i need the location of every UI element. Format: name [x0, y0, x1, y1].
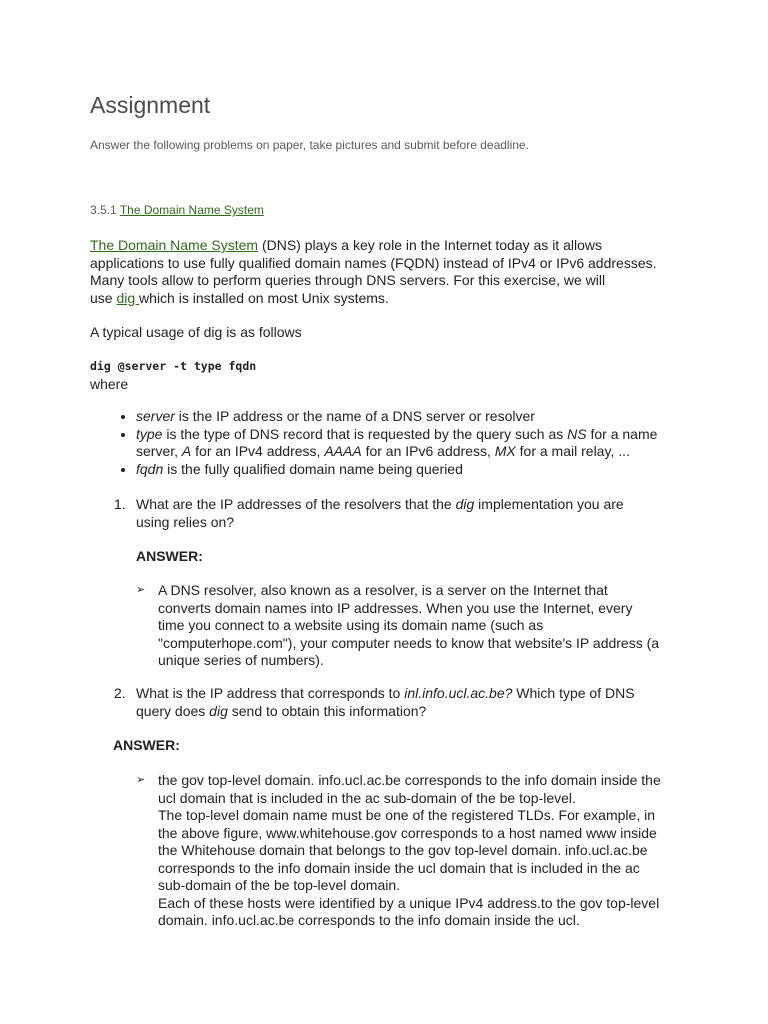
list-item: • fqdn is the fully qualified domain name being queried	[136, 461, 736, 479]
answer-line: the above figure, www.whitehouse.gov corresponds to a host named www inside	[158, 824, 657, 841]
code-sample: dig @server -t type fqdn	[90, 359, 257, 373]
answer-line: time you connect to a website using its domain name (such as	[158, 617, 544, 633]
question-text: What are the IP addresses of the resolvers that the dig implementation you are using relies on?	[136, 496, 624, 530]
section-link[interactable]: The Domain Name System	[119, 203, 264, 217]
section-heading	[90, 203, 264, 217]
arrow-bullet-icon: ➢	[136, 584, 146, 596]
section-number: 3.5.1	[90, 203, 117, 217]
answer-line: Each of these hosts were identified by a unique IPv4 address.to the gov top-level	[158, 894, 660, 911]
answer-line: domain. info.ucl.ac.be corresponds to the info domain inside the ucl.	[158, 912, 580, 928]
answer-label: ANSWER:	[113, 737, 180, 753]
arrow-bullet-icon: ➢	[136, 774, 146, 786]
answer-text	[158, 582, 678, 670]
answer-label: ANSWER:	[136, 548, 203, 564]
answer-line: converts domain names into IP addresses. When you use the Internet, every	[158, 599, 633, 616]
answer-line: The top-level domain name must be one of the registered TLDs. For example, in	[158, 807, 655, 823]
page-title: Assignment	[90, 92, 211, 118]
parameter-list	[90, 408, 736, 478]
answer-line: the gov top-level domain. info.ucl.ac.be corresponds to the info domain inside the	[158, 772, 661, 788]
answer-line: unique series of numbers).	[158, 652, 324, 668]
dns-link[interactable]: The Domain Name System	[90, 237, 259, 253]
list-item: • type is the type of DNS record that is requested by the query such as NS for a name server, A for an IPv4 address, AAAA for an IPv6 address, MX for a mail relay, ...	[136, 426, 736, 461]
answer-text	[158, 772, 678, 930]
answer-line: ucl domain that is included in the ac sub-domain of the be top-level.	[158, 789, 576, 806]
answer-line: "computerhope.com"), your computer needs to know that website's IP address (a	[158, 634, 660, 651]
question-number: 1.	[114, 496, 126, 512]
answer-line: A DNS resolver, also known as a resolver, is a server on the Internet that	[158, 582, 608, 598]
dns-intro-paragraph: The Domain Name System (DNS) plays a key role in the Internet today as it allows applications to use fully qualified domain names (FQDN) instead of IPv4 or IPv6 addresses. Many tools allow to perform queries through DNS servers. For this exercise, we will use dig which is installed on most Unix systems.	[90, 237, 657, 306]
question-number: 2.	[114, 685, 126, 701]
dig-link[interactable]: dig	[116, 289, 140, 306]
instructions: Answer the following problems on paper, take pictures and submit before deadline.	[90, 138, 529, 152]
where-label: where	[90, 376, 129, 392]
answer-line: corresponds to the info domain inside the ucl domain that is included in the ac	[158, 859, 640, 876]
answer-line: the Whitehouse domain that belongs to the gov top-level domain. info.ucl.ac.be	[158, 842, 648, 858]
question-text: What is the IP address that corresponds to inl.info.ucl.ac.be? Which type of DNS query does dig send to obtain this information?	[136, 685, 635, 719]
usage-intro: A typical usage of dig is as follows	[90, 324, 302, 340]
answer-line: sub-domain of the be top-level domain.	[158, 877, 401, 893]
list-item: • server is the IP address or the name of a DNS server or resolver	[136, 408, 736, 426]
